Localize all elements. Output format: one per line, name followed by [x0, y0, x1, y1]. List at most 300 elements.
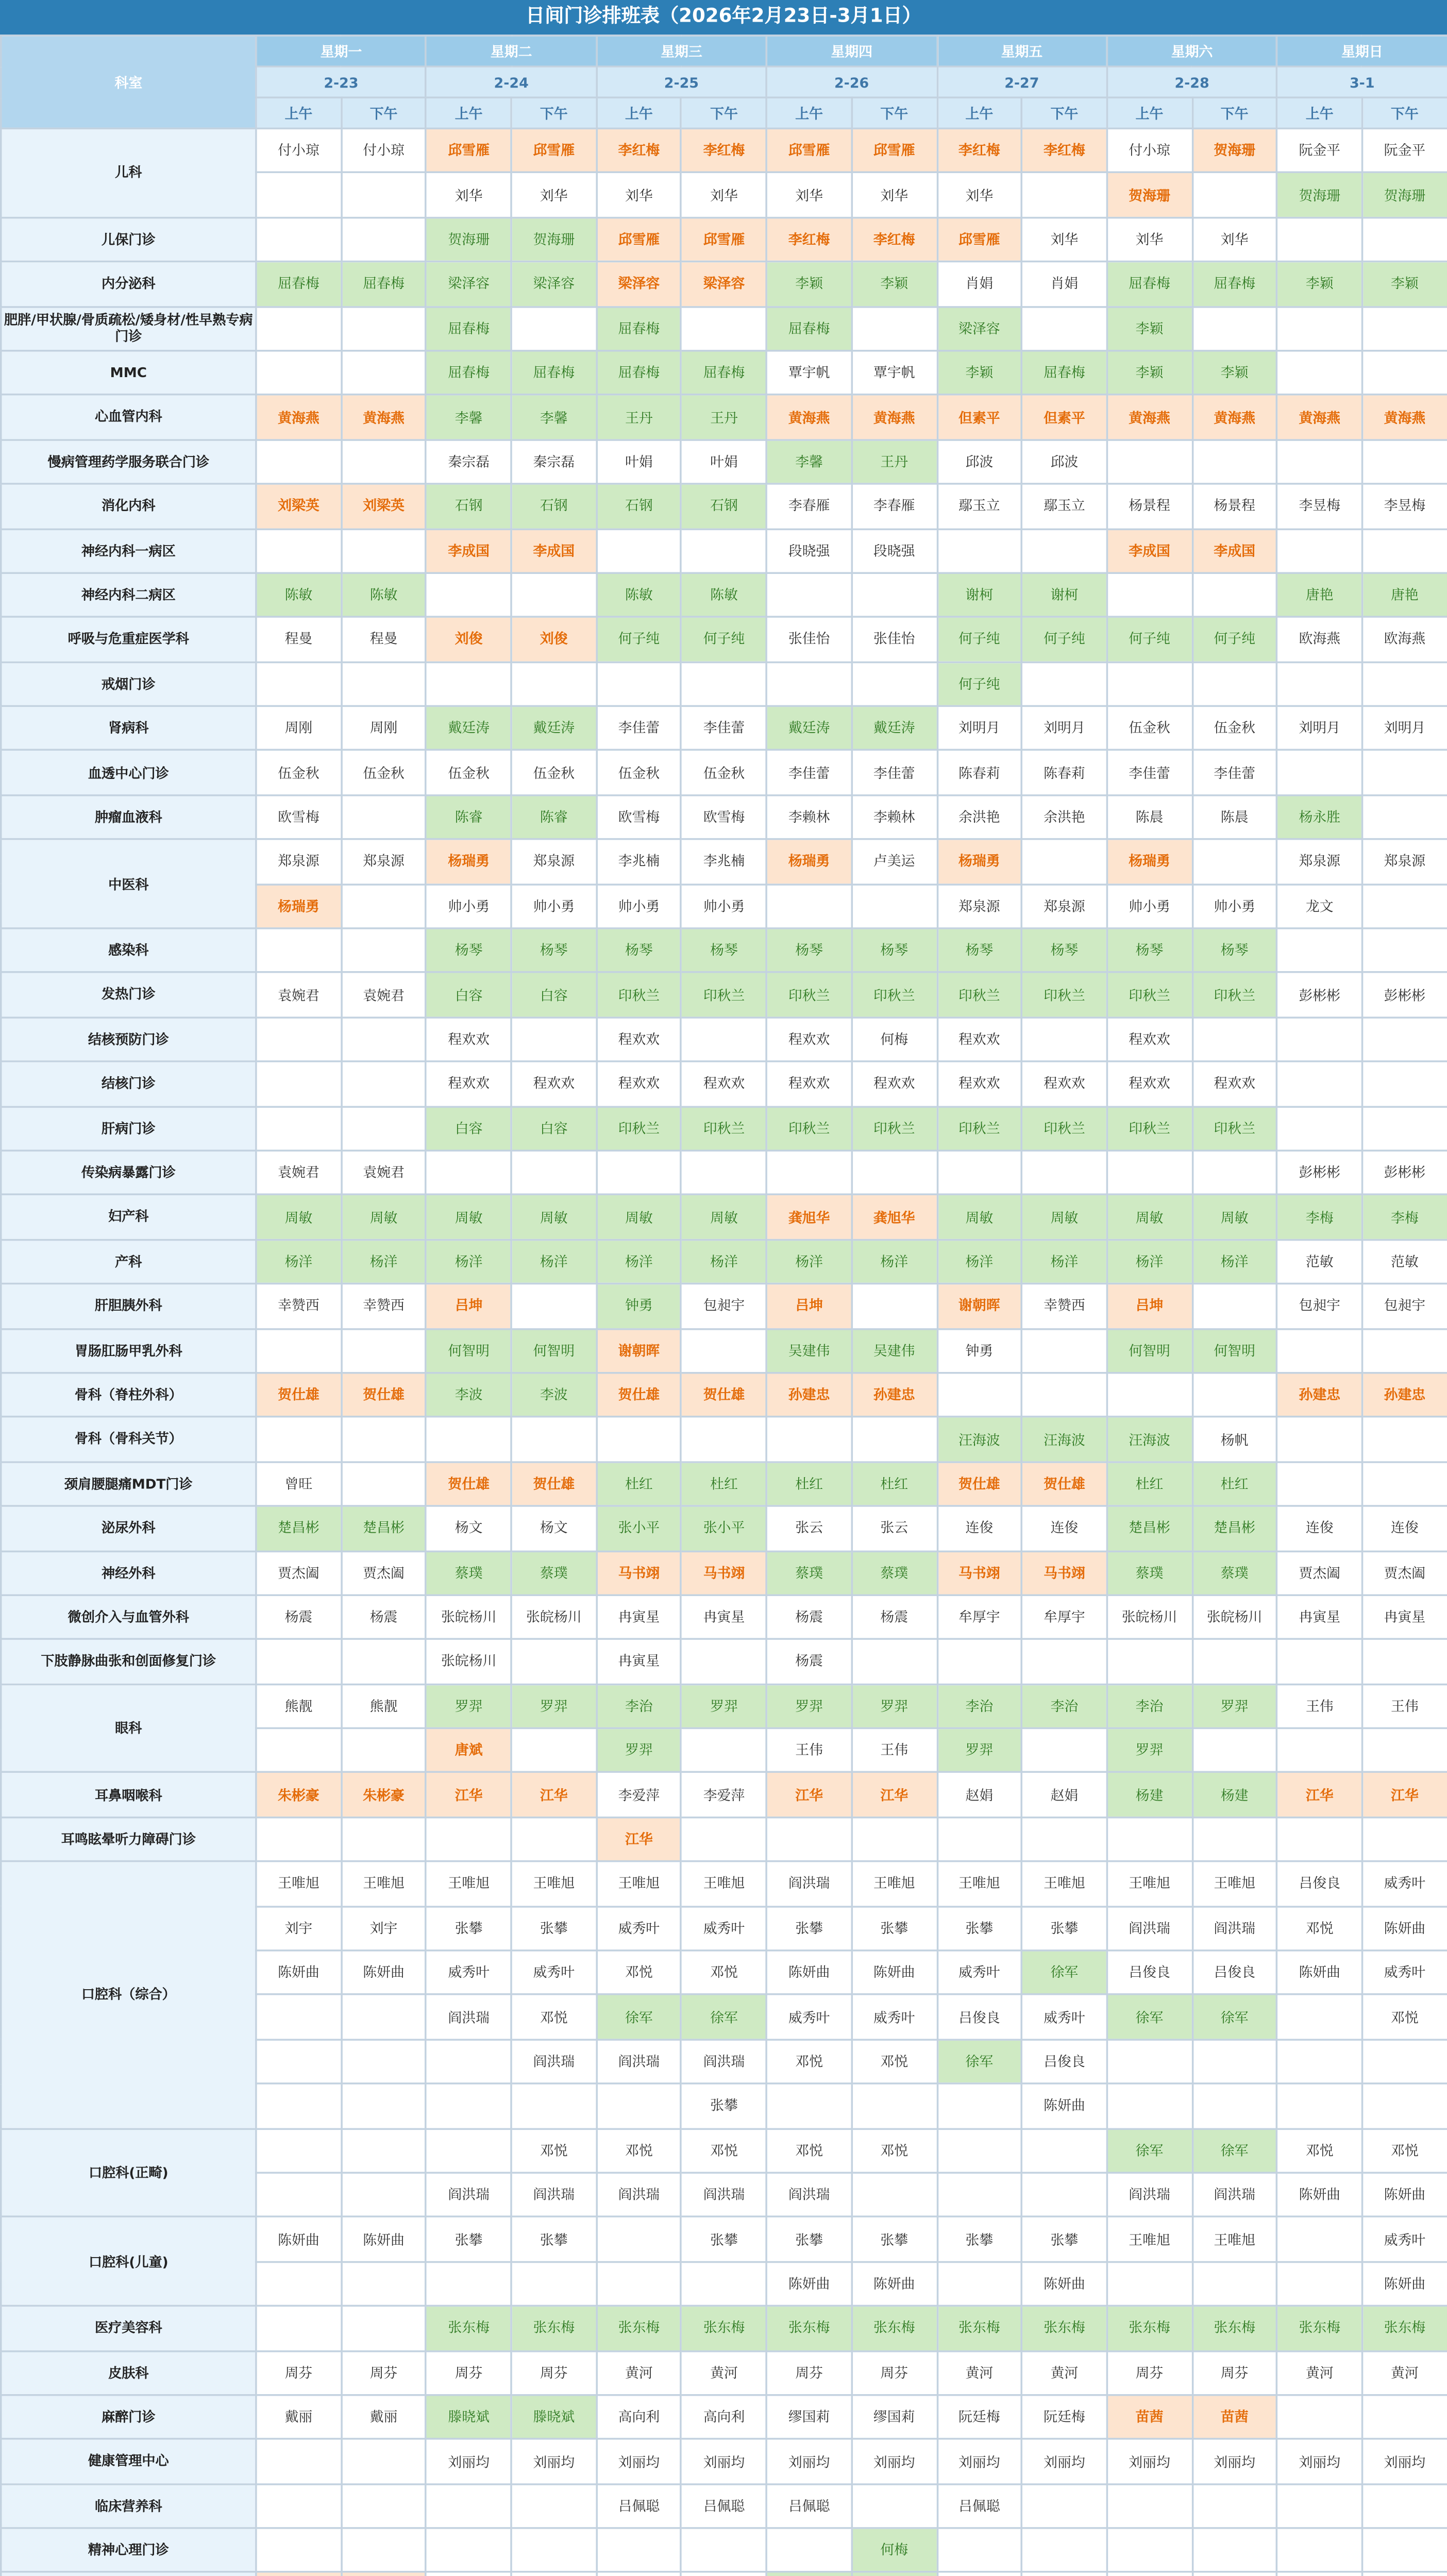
am-header: 上午: [1107, 97, 1192, 128]
schedule-cell: 陈敏: [256, 573, 341, 617]
schedule-cell: [256, 173, 341, 217]
schedule-cell: 江华: [852, 1773, 937, 1817]
schedule-cell: 王唯旭: [937, 1861, 1022, 1906]
schedule-cell: 徐军: [1022, 1951, 1107, 1995]
schedule-cell: 贺仕雄: [256, 1373, 341, 1417]
schedule-cell: [1277, 351, 1362, 395]
schedule-cell: 付小琼: [341, 128, 426, 173]
schedule-cell: 张东梅: [1107, 2306, 1192, 2350]
schedule-cell: [256, 1995, 341, 2039]
schedule-cell: 张攀: [426, 2217, 511, 2261]
schedule-cell: 黄海燕: [1107, 395, 1192, 439]
schedule-cell: 李昱梅: [1362, 484, 1447, 528]
schedule-cell: [256, 2439, 341, 2484]
pm-header: 下午: [852, 97, 937, 128]
schedule-cell: 杨洋: [1192, 1240, 1277, 1284]
table-row: [1, 1817, 1447, 1861]
schedule-cell: 张皖杨川: [1192, 1595, 1277, 1639]
schedule-cell: 刘丽均: [596, 2439, 681, 2484]
pm-header: 下午: [1022, 97, 1107, 128]
schedule-cell: 高向利: [596, 2395, 681, 2439]
schedule-cell: [1192, 1284, 1277, 1328]
schedule-cell: 刘华: [1022, 217, 1107, 262]
schedule-cell: [426, 2528, 511, 2572]
schedule-cell: 阮廷梅: [937, 2395, 1022, 2439]
schedule-cell: 威秀叶: [1022, 1995, 1107, 2039]
dept-name: 口腔科(儿童): [1, 2217, 256, 2306]
schedule-cell: [681, 1150, 766, 1195]
schedule-cell: 杨洋: [256, 1240, 341, 1284]
schedule-cell: [511, 2262, 596, 2306]
schedule-cell: 徐军: [596, 1995, 681, 2039]
pm-header: 下午: [1192, 97, 1277, 128]
schedule-cell: 阎洪瑞: [511, 2039, 596, 2083]
schedule-cell: 包昶宇: [681, 1284, 766, 1328]
schedule-cell: [511, 662, 596, 706]
schedule-cell: 缪国莉: [852, 2395, 937, 2439]
schedule-cell: 贺海珊: [511, 217, 596, 262]
schedule-cell: 李佳蕾: [596, 706, 681, 751]
schedule-cell: 威秀叶: [1362, 2217, 1447, 2261]
schedule-cell: 冉寅星: [596, 1595, 681, 1639]
schedule-cell: [1277, 2217, 1362, 2261]
schedule-cell: 邓悦: [852, 2039, 937, 2083]
dept-name: 肝胆胰外科: [1, 1284, 256, 1328]
schedule-cell: 戴丽: [341, 2395, 426, 2439]
schedule-cell: 王唯旭: [852, 1861, 937, 1906]
table-row: [1, 1684, 1447, 1728]
schedule-cell: 张攀: [767, 1906, 852, 1951]
schedule-cell: [1192, 1373, 1277, 1417]
schedule-cell: [937, 2084, 1022, 2128]
table-body: [1, 128, 1447, 2576]
schedule-cell: [1362, 2084, 1447, 2128]
schedule-cell: [426, 662, 511, 706]
schedule-cell: 李成国: [1192, 529, 1277, 573]
schedule-cell: [1362, 2572, 1447, 2576]
schedule-cell: 程曼: [341, 617, 426, 662]
schedule-cell: [1192, 1817, 1277, 1861]
schedule-cell: [1107, 2572, 1192, 2576]
schedule-cell: 何智明: [1107, 1328, 1192, 1372]
schedule-cell: [852, 306, 937, 350]
table-row: [1, 1639, 1447, 1684]
dept-name: MMC: [1, 351, 256, 395]
schedule-cell: 刘华: [596, 173, 681, 217]
table-row: [1, 2484, 1447, 2528]
schedule-cell: 袁婉君: [341, 1150, 426, 1195]
schedule-cell: [852, 884, 937, 928]
schedule-cell: 杨瑞勇: [426, 839, 511, 884]
schedule-cell: 程欢欢: [937, 1062, 1022, 1106]
schedule-cell: 王唯旭: [1192, 2217, 1277, 2261]
schedule-cell: 熊靓: [341, 1684, 426, 1728]
schedule-cell: [1107, 573, 1192, 617]
schedule-cell: 周芬: [1192, 2350, 1277, 2395]
schedule-cell: [1277, 1017, 1362, 1061]
schedule-cell: 王伟: [767, 1728, 852, 1773]
schedule-cell: 王唯旭: [511, 1861, 596, 1906]
schedule-cell: 龚旭华: [767, 1195, 852, 1240]
schedule-cell: [937, 1150, 1022, 1195]
schedule-cell: 屈春梅: [426, 351, 511, 395]
schedule-cell: 邱波: [1022, 439, 1107, 484]
schedule-cell: 李春雁: [852, 484, 937, 528]
schedule-cell: 李红梅: [767, 217, 852, 262]
weekday-header: 星期六: [1107, 36, 1277, 66]
schedule-cell: 阎洪瑞: [681, 2039, 766, 2083]
schedule-cell: [1022, 2572, 1107, 2576]
schedule-cell: 邱雪雁: [426, 128, 511, 173]
schedule-cell: 杜红: [852, 1462, 937, 1506]
schedule-cell: 印秋兰: [681, 973, 766, 1017]
schedule-cell: [681, 662, 766, 706]
schedule-cell: 吴建伟: [767, 1328, 852, 1372]
schedule-cell: 李爱萍: [681, 1773, 766, 1817]
schedule-cell: [341, 1462, 426, 1506]
schedule-cell: 高向利: [681, 2395, 766, 2439]
schedule-cell: 杨震: [767, 1639, 852, 1684]
schedule-cell: 伍金秋: [341, 751, 426, 795]
schedule-cell: [426, 1417, 511, 1462]
schedule-cell: 戴丽: [256, 2395, 341, 2439]
schedule-cell: 刘丽均: [1362, 2439, 1447, 2484]
schedule-cell: 张攀: [511, 2217, 596, 2261]
schedule-cell: [256, 2039, 341, 2083]
schedule-cell: 程曼: [256, 617, 341, 662]
dept-name: 内分泌科: [1, 262, 256, 306]
table-row: [1, 1506, 1447, 1550]
schedule-cell: 杨洋: [426, 1240, 511, 1284]
schedule-cell: [1192, 2039, 1277, 2083]
schedule-cell: 周芬: [1107, 2350, 1192, 2395]
schedule-cell: [256, 439, 341, 484]
schedule-cell: 张攀: [1022, 2217, 1107, 2261]
table-row: [1, 839, 1447, 884]
schedule-cell: 白容: [426, 973, 511, 1017]
schedule-cell: 罗羿: [426, 1684, 511, 1728]
schedule-cell: 阮廷梅: [1022, 2395, 1107, 2439]
schedule-cell: 帅小勇: [596, 884, 681, 928]
schedule-cell: 汪海波: [1022, 1417, 1107, 1462]
dept-name: 发热门诊: [1, 973, 256, 1017]
schedule-cell: [681, 306, 766, 350]
schedule-cell: 杨帆: [1192, 1417, 1277, 1462]
schedule-cell: 黄海燕: [1192, 395, 1277, 439]
schedule-cell: 赵娟: [1022, 1773, 1107, 1817]
schedule-cell: 但素平: [937, 395, 1022, 439]
schedule-cell: 黄河: [1362, 2350, 1447, 2395]
schedule-cell: 印秋兰: [937, 973, 1022, 1017]
schedule-cell: 邓悦: [1362, 2128, 1447, 2173]
schedule-cell: [681, 1017, 766, 1061]
schedule-cell: 张东梅: [1277, 2306, 1362, 2350]
table-row: [1, 2395, 1447, 2439]
schedule-cell: 张云: [767, 1506, 852, 1550]
schedule-cell: 刘丽均: [1107, 2439, 1192, 2484]
table-row: [1, 484, 1447, 528]
schedule-cell: [1022, 1017, 1107, 1061]
schedule-cell: 江华: [767, 1773, 852, 1817]
schedule-cell: 李颖: [1192, 351, 1277, 395]
schedule-cell: 罗羿: [1192, 1684, 1277, 1728]
schedule-cell: [1277, 1328, 1362, 1372]
dept-name: 精神心理门诊: [1, 2528, 256, 2572]
schedule-cell: 李红梅: [681, 128, 766, 173]
schedule-cell: [511, 2528, 596, 2572]
schedule-cell: 江华: [1277, 1773, 1362, 1817]
dept-name: 神经外科: [1, 1551, 256, 1595]
schedule-cell: [1362, 751, 1447, 795]
schedule-cell: 伍金秋: [426, 751, 511, 795]
date-header: 2-28: [1107, 66, 1277, 97]
schedule-cell: 贾杰阖: [1362, 1551, 1447, 1595]
schedule-cell: 何智明: [426, 1328, 511, 1372]
schedule-cell: 赵娟: [937, 1773, 1022, 1817]
schedule-cell: 刘丽均: [681, 2439, 766, 2484]
schedule-cell: 何子纯: [1107, 617, 1192, 662]
schedule-cell: 楚昌彬: [256, 1506, 341, 1550]
schedule-cell: [341, 2572, 426, 2576]
schedule-cell: [937, 1817, 1022, 1861]
dept-name: 下肢静脉曲张和创面修复门诊: [1, 1639, 256, 1684]
schedule-cell: 张攀: [852, 2217, 937, 2261]
schedule-cell: 江华: [1362, 1773, 1447, 1817]
schedule-cell: 威秀叶: [937, 1951, 1022, 1995]
schedule-cell: 程欢欢: [767, 1062, 852, 1106]
schedule-cell: [596, 2262, 681, 2306]
schedule-cell: 白容: [511, 973, 596, 1017]
schedule-cell: 威秀叶: [681, 1906, 766, 1951]
schedule-cell: [341, 1417, 426, 1462]
schedule-cell: 邱雪雁: [937, 217, 1022, 262]
schedule-cell: 阎洪瑞: [681, 2173, 766, 2217]
schedule-cell: [1362, 662, 1447, 706]
schedule-cell: 吕佩聪: [937, 2484, 1022, 2528]
dept-name: 中医科: [1, 839, 256, 928]
page-title: 日间门诊排班表（2026年2月23日-3月1日）: [0, 0, 1447, 35]
schedule-cell: [1192, 2528, 1277, 2572]
schedule-cell: [767, 573, 852, 617]
schedule-cell: 吕俊良: [1192, 1951, 1277, 1995]
schedule-cell: 张攀: [681, 2084, 766, 2128]
schedule-cell: 邓悦: [767, 2039, 852, 2083]
schedule-cell: 张皖杨川: [426, 1639, 511, 1684]
dept-name: 颈肩腰腿痛MDT门诊: [1, 1462, 256, 1506]
weekday-header: 星期一: [256, 36, 426, 66]
schedule-cell: 吕坤: [767, 1284, 852, 1328]
schedule-cell: 刘华: [852, 173, 937, 217]
schedule-cell: 唐艳: [1277, 573, 1362, 617]
schedule-cell: 付小琼: [1107, 128, 1192, 173]
schedule-cell: 孙建忠: [767, 1373, 852, 1417]
schedule-cell: 刘华: [681, 173, 766, 217]
schedule-cell: [1022, 662, 1107, 706]
dept-name: 消化内科: [1, 484, 256, 528]
schedule-cell: 程欢欢: [937, 1017, 1022, 1061]
schedule-cell: [341, 2306, 426, 2350]
schedule-cell: 李成国: [426, 529, 511, 573]
schedule-cell: [1192, 2572, 1277, 2576]
schedule-cell: 邱波: [937, 439, 1022, 484]
schedule-cell: 张东梅: [1022, 2306, 1107, 2350]
schedule-cell: [341, 2084, 426, 2128]
table-row: [1, 1106, 1447, 1150]
schedule-cell: [511, 2484, 596, 2528]
schedule-cell: 何梅: [852, 2528, 937, 2572]
schedule-cell: 杨震: [767, 1595, 852, 1639]
schedule-cell: 帅小勇: [1107, 884, 1192, 928]
date-header: 2-24: [426, 66, 596, 97]
schedule-cell: [681, 1639, 766, 1684]
schedule-cell: 何子纯: [596, 617, 681, 662]
schedule-cell: 何梅: [852, 1017, 937, 1061]
dept-name: 麻醉门诊: [1, 2395, 256, 2439]
schedule-cell: 郑泉源: [937, 884, 1022, 928]
schedule-cell: [1362, 1462, 1447, 1506]
schedule-cell: 范敏: [1362, 1240, 1447, 1284]
schedule-cell: [341, 2128, 426, 2173]
schedule-cell: 陈妍曲: [767, 1951, 852, 1995]
schedule-cell: 黄河: [937, 2350, 1022, 2395]
schedule-cell: 威秀叶: [852, 1995, 937, 2039]
table-header: [1, 36, 1447, 128]
schedule-cell: 何子纯: [1192, 617, 1277, 662]
schedule-cell: 程欢欢: [767, 1017, 852, 1061]
schedule-cell: [341, 439, 426, 484]
schedule-cell: [937, 1373, 1022, 1417]
dept-name: 口腔科(正畸): [1, 2128, 256, 2217]
schedule-cell: 印秋兰: [852, 973, 937, 1017]
schedule-cell: 郑泉源: [256, 839, 341, 884]
schedule-cell: 杨洋: [852, 1240, 937, 1284]
schedule-cell: 邱雪雁: [511, 128, 596, 173]
schedule-cell: 王丹: [852, 439, 937, 484]
schedule-cell: 王唯旭: [1107, 2217, 1192, 2261]
schedule-cell: 帅小勇: [681, 884, 766, 928]
schedule-cell: 屈春梅: [511, 351, 596, 395]
schedule-cell: 刘梁英: [341, 484, 426, 528]
schedule-cell: 冉寅星: [1277, 1595, 1362, 1639]
schedule-cell: [1022, 1639, 1107, 1684]
schedule-cell: [1107, 662, 1192, 706]
schedule-cell: [596, 1417, 681, 1462]
schedule-cell: 张皖杨川: [511, 1595, 596, 1639]
schedule-cell: 王伟: [1277, 1684, 1362, 1728]
schedule-cell: 邓悦: [1277, 1906, 1362, 1951]
schedule-cell: [681, 1817, 766, 1861]
schedule-cell: 彭彬彬: [1277, 1150, 1362, 1195]
schedule-cell: [681, 529, 766, 573]
schedule-cell: 罗羿: [596, 1728, 681, 1773]
schedule-cell: 滕晓斌: [511, 2395, 596, 2439]
schedule-cell: 屈春梅: [256, 262, 341, 306]
am-header: 上午: [426, 97, 511, 128]
schedule-cell: 杨永胜: [1277, 795, 1362, 839]
schedule-cell: [1022, 529, 1107, 573]
schedule-cell: 白容: [426, 1106, 511, 1150]
schedule-cell: 何智明: [511, 1328, 596, 1372]
schedule-cell: [1362, 2039, 1447, 2083]
schedule-cell: 邓悦: [511, 2128, 596, 2173]
schedule-cell: [341, 928, 426, 973]
schedule-cell: 张攀: [852, 1906, 937, 1951]
schedule-cell: 贺仕雄: [511, 1462, 596, 1506]
schedule-cell: [1277, 1417, 1362, 1462]
schedule-cell: [1277, 2572, 1362, 2576]
schedule-cell: [596, 529, 681, 573]
schedule-cell: 陈妍曲: [1022, 2084, 1107, 2128]
schedule-cell: [511, 1639, 596, 1684]
schedule-cell: [256, 529, 341, 573]
schedule-cell: [1107, 2039, 1192, 2083]
schedule-cell: [511, 306, 596, 350]
table-row: [1, 2528, 1447, 2572]
schedule-cell: [596, 2528, 681, 2572]
schedule-cell: [1107, 439, 1192, 484]
schedule-cell: 贺海珊: [1362, 173, 1447, 217]
dept-name: 肥胖/甲状腺/骨质疏松/矮身材/性早熟专病门诊: [1, 306, 256, 350]
schedule-cell: [426, 2128, 511, 2173]
schedule-cell: 黄海燕: [256, 395, 341, 439]
schedule-cell: [1362, 1417, 1447, 1462]
schedule-cell: 梁泽容: [426, 262, 511, 306]
table-row: [1, 795, 1447, 839]
schedule-cell: [1362, 306, 1447, 350]
date-header: 2-23: [256, 66, 426, 97]
schedule-cell: 李昱梅: [1277, 484, 1362, 528]
schedule-cell: [937, 2262, 1022, 2306]
schedule-cell: [1192, 1728, 1277, 1773]
schedule-cell: [596, 2084, 681, 2128]
dept-name: 骨科（脊柱外科）: [1, 1373, 256, 1417]
schedule-cell: 阎洪瑞: [1107, 2173, 1192, 2217]
schedule-cell: 杨景程: [1107, 484, 1192, 528]
schedule-cell: [1277, 217, 1362, 262]
schedule-cell: 周芬: [256, 2350, 341, 2395]
schedule-cell: 刘宇: [256, 1906, 341, 1951]
dept-name: 戒烟门诊: [1, 662, 256, 706]
schedule-cell: [256, 928, 341, 973]
schedule-cell: [341, 884, 426, 928]
schedule-cell: [937, 2572, 1022, 2576]
schedule-cell: 张皖杨川: [1107, 1595, 1192, 1639]
schedule-cell: 张攀: [426, 1906, 511, 1951]
schedule-cell: 陈春莉: [1022, 751, 1107, 795]
dept-name: 耳鼻咽喉科: [1, 1773, 256, 1817]
schedule-cell: 屈春梅: [1192, 262, 1277, 306]
schedule-cell: 李佳蕾: [1192, 751, 1277, 795]
pm-header: 下午: [511, 97, 596, 128]
schedule-cell: [1277, 1462, 1362, 1506]
schedule-cell: [341, 1817, 426, 1861]
schedule-cell: [256, 1817, 341, 1861]
schedule-cell: 吕佩聪: [767, 2484, 852, 2528]
schedule-cell: 陈妍曲: [1362, 2262, 1447, 2306]
schedule-cell: 王丹: [681, 395, 766, 439]
schedule-cell: 刘华: [1192, 217, 1277, 262]
schedule-cell: [1022, 306, 1107, 350]
schedule-cell: 屈春梅: [596, 306, 681, 350]
schedule-cell: 钟勇: [596, 1284, 681, 1328]
schedule-cell: [426, 573, 511, 617]
schedule-cell: 刘明月: [1022, 706, 1107, 751]
schedule-cell: 王伟: [852, 1728, 937, 1773]
schedule-cell: [1192, 173, 1277, 217]
dept-column-header: 科室: [1, 36, 256, 128]
schedule-cell: [596, 662, 681, 706]
table-row: [1, 706, 1447, 751]
